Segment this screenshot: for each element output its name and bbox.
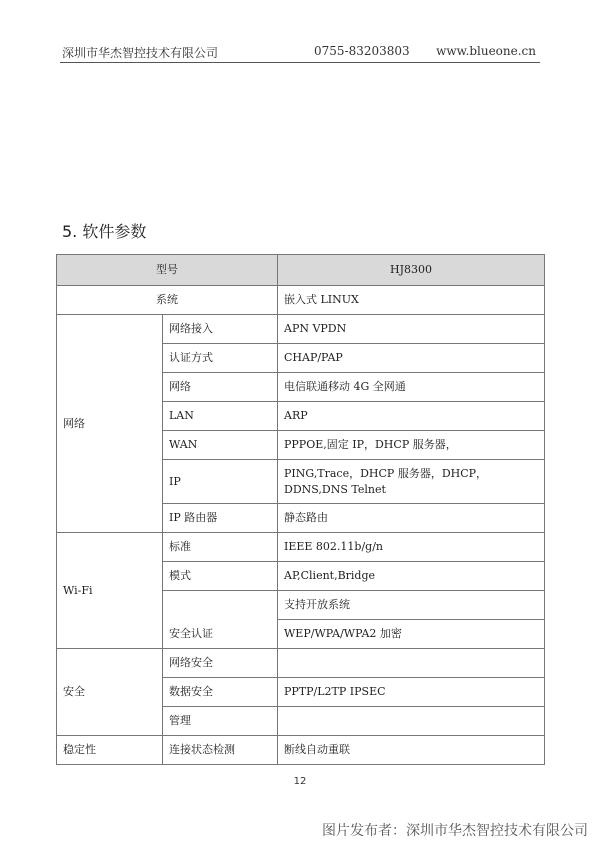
param-label: 网络接入: [163, 315, 278, 344]
spec-table: [56, 254, 545, 765]
param-value: PPPOE,固定 IP，DHCP 服务器，: [278, 431, 545, 460]
network-group-label: 网络: [57, 315, 163, 533]
param-label: 网络安全: [163, 649, 278, 678]
param-value: ARP: [278, 402, 545, 431]
param-label: LAN: [163, 402, 278, 431]
table-row: [57, 286, 545, 315]
param-value: IEEE 802.11b/g/n: [278, 533, 545, 562]
param-value: CHAP/PAP: [278, 344, 545, 373]
page-header: [60, 42, 540, 63]
param-value: WEP/WPA/WPA2 加密: [278, 620, 545, 649]
table-row: [57, 255, 545, 286]
param-label: 管理: [163, 707, 278, 736]
page-number: 12: [293, 776, 307, 787]
param-value: APN VPDN: [278, 315, 545, 344]
security-group-label: 安全: [57, 649, 163, 736]
param-label: 标准: [163, 533, 278, 562]
header-website: www.blueone.cn: [436, 44, 536, 58]
wifi-group-label: Wi-Fi: [57, 533, 163, 649]
table-row: [57, 533, 545, 562]
param-label: 网络: [163, 373, 278, 402]
param-label: 数据安全: [163, 678, 278, 707]
param-value: 支持开放系统: [278, 591, 545, 620]
param-value: PPTP/L2TP IPSEC: [278, 678, 545, 707]
param-label: IP: [163, 460, 278, 504]
header-phone: 0755-83203803: [314, 44, 410, 58]
stability-group-label: 稳定性: [57, 736, 163, 765]
header-company: 深圳市华杰智控技术有限公司: [62, 46, 219, 60]
system-label: 系统: [57, 286, 278, 315]
param-label: 安全认证: [163, 591, 278, 649]
param-label: WAN: [163, 431, 278, 460]
param-label: 认证方式: [163, 344, 278, 373]
watermark: 图片发布者：深圳市华杰智控技术有限公司: [322, 823, 588, 839]
param-label: 模式: [163, 562, 278, 591]
param-value: [278, 707, 545, 736]
param-value: 电信联通移动 4G 全网通: [278, 373, 545, 402]
table-row: [57, 315, 545, 344]
param-value: 断线自动重联: [278, 736, 545, 765]
param-value: 静态路由: [278, 504, 545, 533]
system-value: 嵌入式 LINUX: [278, 286, 545, 315]
param-value: [278, 649, 545, 678]
table-row: [57, 649, 545, 678]
param-value: PING,Trace，DHCP 服务器，DHCP，DDNS,DNS Telnet: [278, 460, 545, 504]
model-value: HJ8300: [278, 255, 545, 286]
param-label: 连接状态检测: [163, 736, 278, 765]
param-value: AP,Client,Bridge: [278, 562, 545, 591]
param-label: IP 路由器: [163, 504, 278, 533]
table-row: [57, 736, 545, 765]
model-label: 型号: [57, 255, 278, 286]
section-title: 5. 软件参数: [62, 222, 147, 241]
